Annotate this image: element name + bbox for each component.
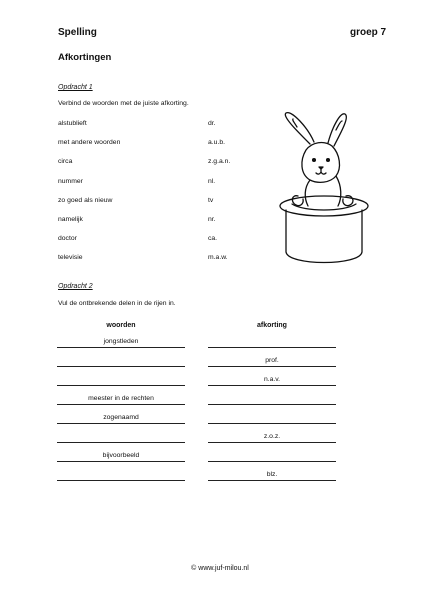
word-answer-line[interactable]	[57, 480, 185, 481]
abbreviation-item: tv	[208, 197, 214, 204]
abbreviation-answer-line[interactable]	[208, 461, 336, 462]
group-label: groep 7	[350, 27, 387, 38]
word-answer: zogenaamd	[103, 414, 139, 421]
exercise-1-instruction: Verbind de woorden met de juiste afkorting.	[58, 100, 189, 107]
footer-copyright: © www.juf-milou.nl	[191, 565, 249, 572]
exercise-2-label: Opdracht 2	[58, 283, 93, 290]
word-item: televisie	[58, 254, 83, 261]
word-answer: meester in de rechten	[88, 395, 154, 402]
word-answer-line[interactable]	[57, 347, 185, 348]
abbreviation-item: nl.	[208, 178, 216, 185]
word-answer-line[interactable]	[57, 366, 185, 367]
word-item: circa	[58, 158, 73, 165]
abbreviation-answer-line[interactable]	[208, 423, 336, 424]
abbreviation-item: m.a.w.	[208, 254, 228, 261]
word-item: doctor	[58, 235, 77, 242]
abbreviation-answer-line[interactable]	[208, 347, 336, 348]
abbreviation-answer: prof.	[265, 357, 279, 364]
abbreviation-answer-line[interactable]	[208, 480, 336, 481]
bunny-in-hat-illustration	[270, 110, 380, 270]
word-answer-line[interactable]	[57, 404, 185, 405]
word-item: alstublieft	[58, 120, 87, 127]
exercise-1-label: Opdracht 1	[58, 84, 93, 91]
abbreviation-answer-line[interactable]	[208, 385, 336, 386]
word-answer: jongstleden	[103, 338, 139, 345]
column-header-abbreviation: afkorting	[257, 322, 287, 329]
abbreviation-item: dr.	[208, 120, 216, 127]
abbreviation-answer: blz.	[266, 471, 278, 478]
abbreviation-item: a.u.b.	[208, 139, 226, 146]
word-answer-line[interactable]	[57, 442, 185, 443]
subject-label: Spelling	[58, 27, 97, 38]
word-item: namelijk	[58, 216, 83, 223]
abbreviation-item: z.g.a.n.	[208, 158, 231, 165]
abbreviation-answer: n.a.v.	[263, 376, 281, 383]
exercise-2-instruction: Vul de ontbrekende delen in de rijen in.	[58, 300, 176, 307]
page-title: Afkortingen	[58, 52, 112, 63]
abbreviation-answer-line[interactable]	[208, 366, 336, 367]
word-item: nummer	[58, 178, 83, 185]
abbreviation-answer: z.o.z.	[263, 433, 281, 440]
abbreviation-item: ca.	[208, 235, 218, 242]
word-item: zo goed als nieuw	[58, 197, 113, 204]
word-answer-line[interactable]	[57, 423, 185, 424]
abbreviation-item: nr.	[208, 216, 216, 223]
column-header-words: woorden	[106, 322, 136, 329]
word-item: met andere woorden	[58, 139, 121, 146]
abbreviation-answer-line[interactable]	[208, 404, 336, 405]
abbreviation-answer-line[interactable]	[208, 442, 336, 443]
word-answer: bijvoorbeeld	[102, 452, 140, 459]
word-answer-line[interactable]	[57, 385, 185, 386]
word-answer-line[interactable]	[57, 461, 185, 462]
